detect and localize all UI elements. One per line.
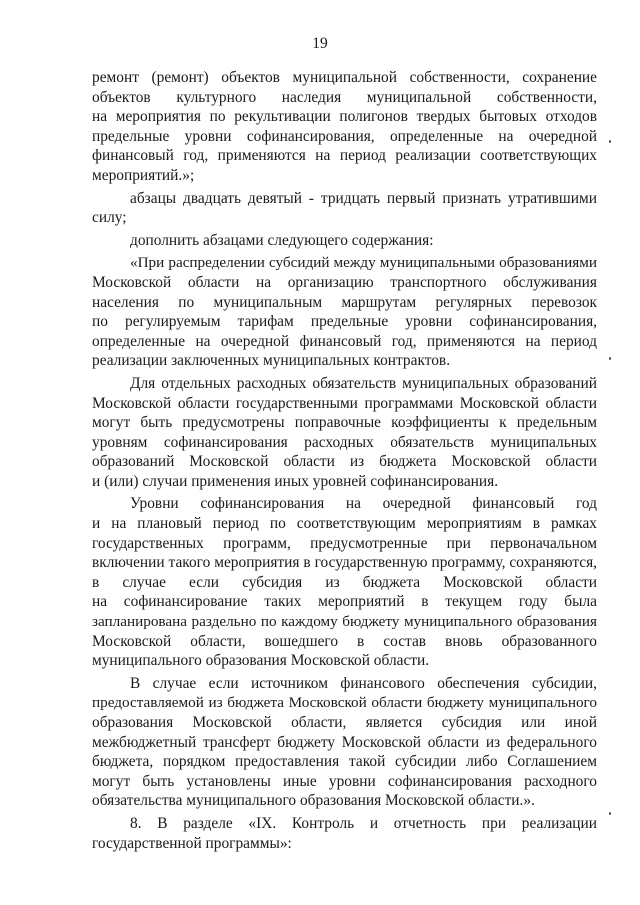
text-line: по регулируемым тарифам предельные уровни софинансирования, <box>92 313 597 331</box>
paragraph <box>92 374 597 492</box>
paragraph <box>92 814 597 853</box>
text-line: мероприятий.»; <box>92 166 195 184</box>
paragraph <box>92 494 597 670</box>
text-line: дополнить абзацами следующего содержания: <box>130 231 434 249</box>
text-line: «При распределении субсидий между муниципальными образованиями <box>130 254 597 272</box>
text-line: и (или) случаи применения иных уровней софинансирования. <box>92 472 499 490</box>
text-line: ремонт (ремонт) объектов муниципальной собственности, сохранение <box>92 69 597 86</box>
text-line: Московской области, вошедшего в состав вновь образованного <box>92 632 597 650</box>
scan-speck <box>609 140 611 143</box>
text-line: реализации заключенных муниципальных контрактов. <box>92 352 451 370</box>
text-line: определенные на очередной финансовый год, применяются на период <box>92 332 597 350</box>
scan-speck <box>609 357 611 360</box>
text-line: муниципального образования Московской области. <box>92 652 430 670</box>
text-line: на софинансирование таких мероприятий в текущем году была <box>92 593 597 611</box>
paragraph <box>92 231 597 251</box>
text-line: бюджета, порядком предоставления такой субсидии либо Соглашением <box>92 753 597 771</box>
text-line: могут быть предусмотрены поправочные коэффициенты к предельным <box>92 414 597 432</box>
text-line: государственных программ, предусмотренные при первоначальном <box>92 534 597 552</box>
text-line: Уровни софинансирования на очередной финансовый год <box>130 495 597 513</box>
text-line: межбюджетный трансферт бюджету Московской области из федерального <box>92 733 597 751</box>
text-line: включении такого мероприятия в государственную программу, сохраняются, <box>92 554 597 572</box>
paragraph <box>92 189 597 228</box>
text-line: финансовый год, применяются на период реализации соответствующих <box>92 147 597 165</box>
text-line: абзацы двадцать девятый - тридцать первый признать утратившими <box>130 189 597 207</box>
text-line: государственной программы»: <box>92 834 292 852</box>
text-line: предельные уровни софинансирования, определенные на очередной <box>92 127 597 145</box>
text-line: Для отдельных расходных обязательств муниципальных образований <box>130 374 597 392</box>
text-line: образований Московской области из бюджета Московской области <box>92 453 597 471</box>
paragraph <box>92 674 597 811</box>
text-line: В случае если источником финансового обеспечения субсидии, <box>130 674 597 692</box>
text-line: обязательства муниципального образования Московской области.». <box>92 792 535 810</box>
document-body <box>92 68 597 853</box>
text-line: могут быть установлены иные уровни софинансирования расходного <box>92 772 597 790</box>
text-line: населения по муниципальным маршрутам регулярных перевозок <box>92 293 597 311</box>
text-line: объектов культурного наследия муниципальной собственности, <box>92 88 597 106</box>
text-line: запланирована раздельно по каждому бюджету муниципального образования <box>92 613 597 631</box>
text-line: Московской области государственными программами Московской области <box>92 394 597 412</box>
text-line: предоставляемой из бюджета Московской области бюджету муниципального <box>92 694 597 712</box>
text-line: и на плановый период по соответствующим мероприятиям в рамках <box>92 515 597 533</box>
text-line: образования Московской области, является субсидия или иной <box>92 714 597 731</box>
scan-speck <box>609 812 611 815</box>
text-line: 8. В разделе «IX. Контроль и отчетность при реализации <box>130 814 597 832</box>
paragraph <box>92 68 597 186</box>
text-line: в случае если субсидия из бюджета Московской области <box>92 573 597 591</box>
text-line: уровням софинансирования расходных обязательств муниципальных <box>92 433 597 451</box>
paragraph <box>92 253 597 371</box>
page-number: 19 <box>312 35 328 52</box>
text-line: силу; <box>92 209 127 227</box>
text-line: Московской области на организацию транспортного обслуживания <box>92 273 597 291</box>
text-line: на мероприятия по рекультивации полигонов твердых бытовых отходов <box>92 108 597 126</box>
